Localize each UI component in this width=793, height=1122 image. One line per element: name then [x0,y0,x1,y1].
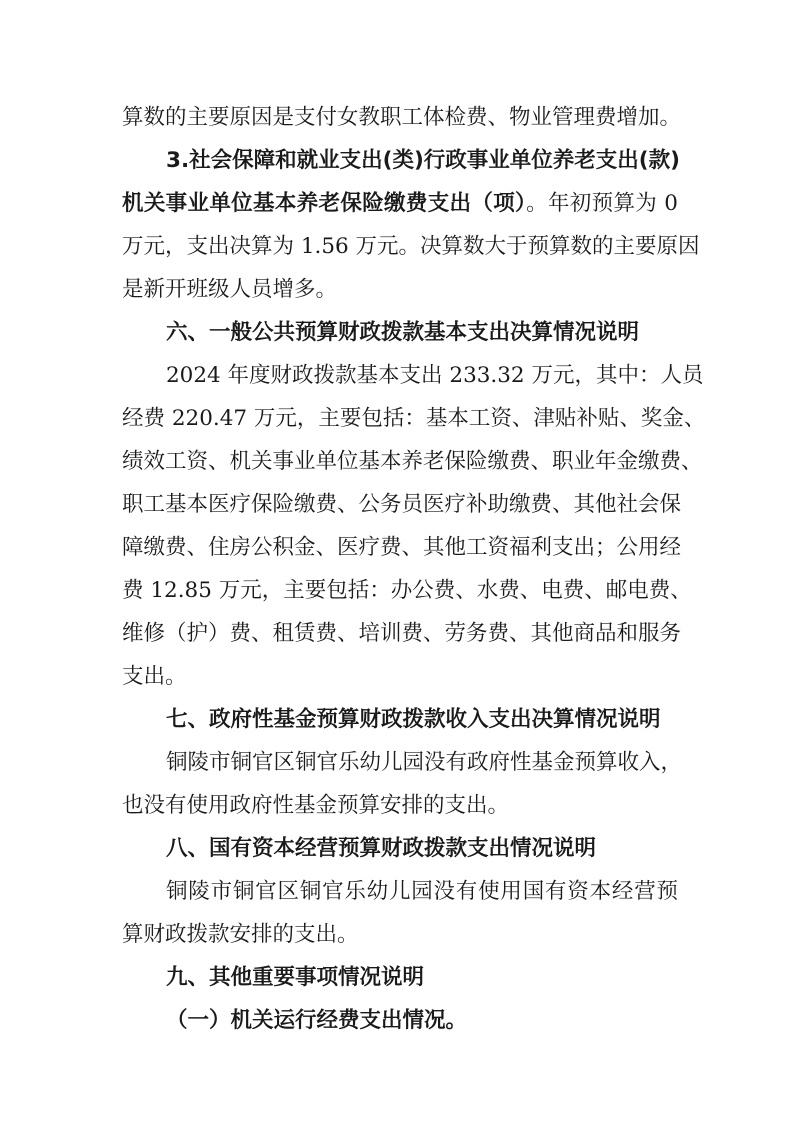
section6-line: 支出。 [122,664,187,689]
item3-title-line: 3.社会保障和就业支出(类)行政事业单位养老支出(款) [166,148,680,173]
section8-line: 算财政拨款安排的支出。 [122,922,359,947]
item3-title-continued: 机关事业单位基本养老保险缴费支出（项） [122,191,527,216]
section6-heading: 六、一般公共预算财政拨款基本支出决算情况说明 [166,320,640,345]
section7-line: 也没有使用政府性基金预算安排的支出。 [122,793,510,818]
section6-line: 2024 年度财政拨款基本支出 233.32 万元，其中：人员 [166,363,704,388]
section6-line: 维修（护）费、租赁费、培训费、劳务费、其他商品和服务 [122,621,682,646]
section6-line: 费 12.85 万元，主要包括：办公费、水费、电费、邮电费、 [122,578,692,603]
section9-heading: 九、其他重要事项情况说明 [166,965,425,990]
section6-line: 障缴费、住房公积金、医疗费、其他工资福利支出；公用经 [122,535,682,560]
section9-subheading: （一）机关运行经费支出情况。 [166,1008,468,1033]
section8-line: 铜陵市铜官区铜官乐幼儿园没有使用国有资本经营预 [166,879,678,904]
section7-line: 铜陵市铜官区铜官乐幼儿园没有政府性基金预算收入， [166,750,683,775]
item3-line: 是新开班级人员增多。 [122,277,338,302]
item3-line [122,189,678,219]
section8-heading: 八、国有资本经营预算财政拨款支出情况说明 [166,836,597,861]
section6-line: 绩效工资、机关事业单位基本养老保险缴费、职业年金缴费、 [122,449,703,474]
item3-line: 万元，支出决算为 1.56 万元。决算数大于预算数的主要原因 [122,234,700,259]
section6-line: 职工基本医疗保险缴费、公务员医疗补助缴费、其他社会保 [122,492,682,517]
section7-heading: 七、政府性基金预算财政拨款收入支出决算情况说明 [166,707,661,732]
paragraph-line: 算数的主要原因是支付女教职工体检费、物业管理费增加。 [122,105,682,130]
item3-text: 。年初预算为 0 [526,191,678,216]
section6-line: 经费 220.47 万元，主要包括：基本工资、津贴补贴、奖金、 [122,406,706,431]
